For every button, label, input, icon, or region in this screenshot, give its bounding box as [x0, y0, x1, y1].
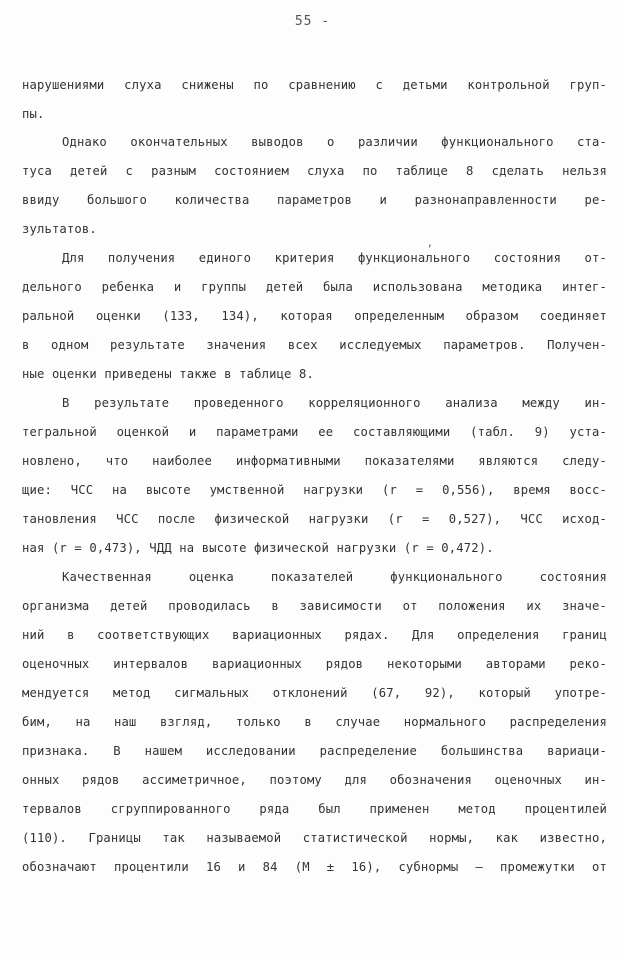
- text-line: ные оценки приведены также в таблице 8.: [22, 367, 315, 381]
- text-line: пы.: [22, 107, 45, 121]
- text-line: ральной оценки (133, 134), которая определенным образом соединяет: [22, 309, 607, 323]
- text-line: обозначают процентили 16 и 84 (M ± 16), субнормы — промежутки от: [22, 860, 607, 874]
- text-line: организма детей проводилась в зависимости от положения их значе-: [22, 599, 607, 613]
- text-line: тервалов сгруппированного ряда был применен метод процентилей: [22, 802, 607, 816]
- text-line: тегральной оценкой и параметрами ее составляющими (табл. 9) уста-: [22, 425, 607, 439]
- text-line: дельного ребенка и группы детей была использована методика интег-: [22, 280, 607, 294]
- text-line: туса детей с разным состоянием слуха по таблице 8 сделать нельзя: [22, 164, 607, 178]
- text-line: Для получения единого критерия функционального состояния от-: [62, 251, 607, 265]
- text-line: ввиду большого количества параметров и разнонаправленности ре-: [22, 193, 607, 207]
- text-line: (110). Границы так называемой статистической нормы, как известно,: [22, 831, 607, 845]
- text-line: онных рядов ассиметричное, поэтому для обозначения оценочных ин-: [22, 773, 607, 787]
- text-line: признака. В нашем исследовании распределение большинства вариаци-: [22, 744, 607, 758]
- text-line: щие: ЧСС на высоте умственной нагрузки (r = 0,556), время восс-: [22, 483, 607, 497]
- text-line: тановления ЧСС после физической нагрузки (r = 0,527), ЧСС исход-: [22, 512, 607, 526]
- text-line: мендуется метод сигмальных отклонений (67, 92), который употре-: [22, 686, 607, 700]
- text-line: в одном результате значения всех исследуемых параметров. Получен-: [22, 338, 607, 352]
- text-line: ний в соответствующих вариационных рядах. Для определения границ: [22, 628, 607, 642]
- text-line: оценочных интервалов вариационных рядов некоторыми авторами реко-: [22, 657, 607, 671]
- text-line: нарушениями слуха снижены по сравнению с детьми контрольной груп-: [22, 78, 607, 92]
- text-line: ная (r = 0,473), ЧДД на высоте физической нагрузки (r = 0,472).: [22, 541, 494, 555]
- text-line: зультатов.: [22, 222, 97, 236]
- text-line: В результате проведенного корреляционного анализа между ин-: [62, 396, 607, 410]
- page-number: 55 -: [294, 14, 331, 29]
- stray-mark: ,: [427, 238, 434, 249]
- text-line: бим, на наш взгляд, только в случае нормального распределения: [22, 715, 607, 729]
- text-line: новлено, что наиболее информативными показателями являются следу-: [22, 454, 607, 468]
- text-line: Качественная оценка показателей функционального состояния: [62, 570, 607, 584]
- text-line: Однако окончательных выводов о различии функционального ста-: [62, 135, 607, 149]
